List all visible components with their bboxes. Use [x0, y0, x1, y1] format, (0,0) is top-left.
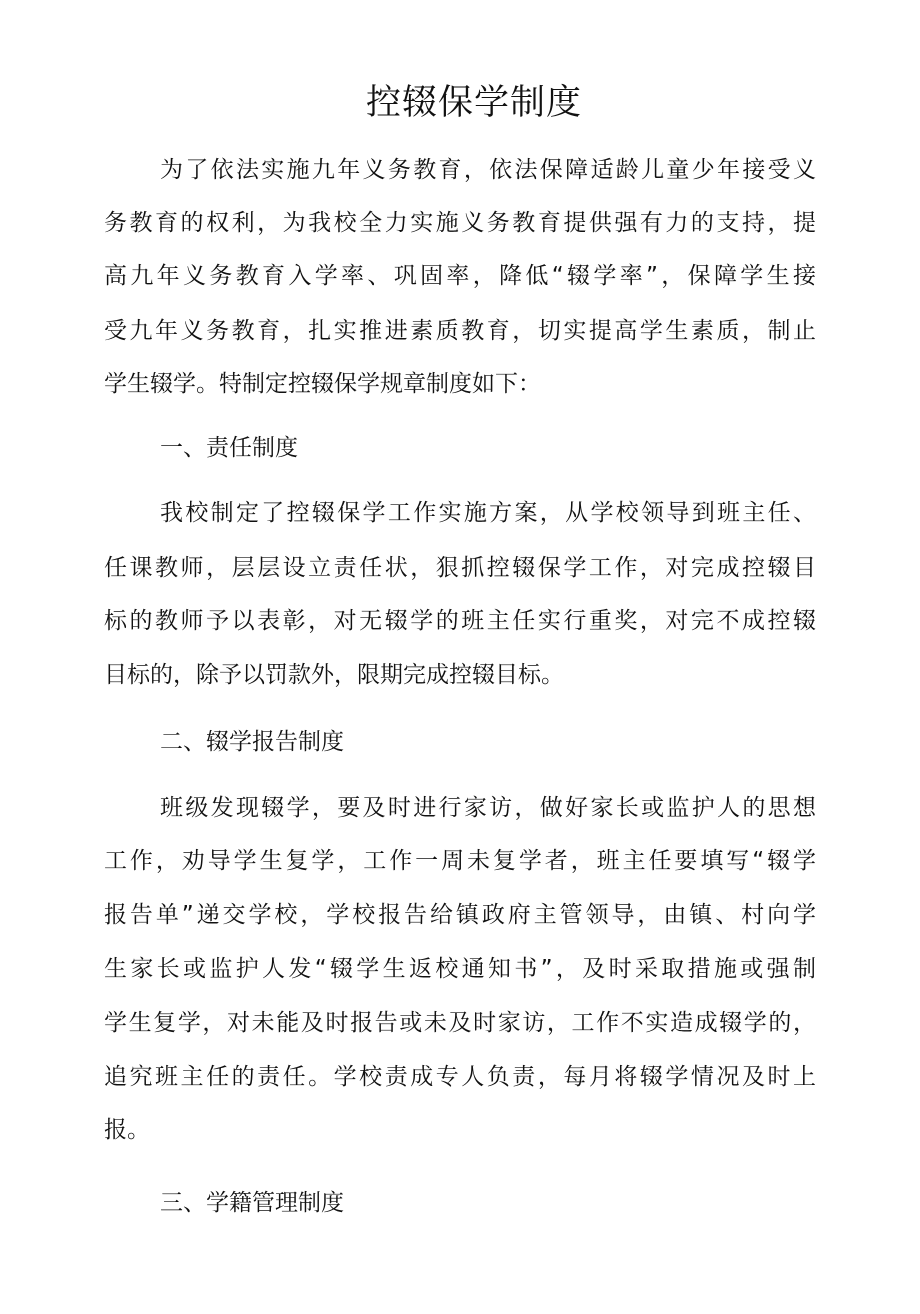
section-3-heading: 三、学籍管理制度 [160, 1190, 344, 1216]
section-2-line-6: 追究班主任的责任。学校责成专人负责，每月将辍学情况及时上 [104, 1064, 816, 1090]
section-2-line-7: 报。 [104, 1117, 150, 1143]
section-2-line-4: 生家长或监护人发“辍学生返校通知书”，及时采取措施或强制 [104, 956, 816, 982]
section-2-line-5: 学生复学，对未能及时报告或未及时家访，工作不实造成辍学的， [104, 1010, 816, 1036]
intro-line-1: 为了依法实施九年义务教育，依法保障适龄儿童少年接受义 [160, 157, 816, 183]
section-1-line-2: 任课教师，层层设立责任状，狠抓控辍保学工作，对完成控辍目 [104, 555, 816, 581]
section-1-line-4: 目标的，除予以罚款外，限期完成控辍目标。 [104, 662, 564, 688]
section-2-line-2: 工作，劝导学生复学，工作一周未复学者，班主任要填写“辍学 [104, 848, 816, 874]
section-1-heading: 一、责任制度 [160, 435, 298, 461]
intro-line-5: 学生辍学。特制定控辍保学规章制度如下： [104, 371, 541, 397]
intro-line-4: 受九年义务教育，扎实推进素质教育，切实提高学生素质，制止 [104, 318, 816, 344]
section-2-heading: 二、辍学报告制度 [160, 729, 344, 755]
section-2-line-3: 报告单”递交学校，学校报告给镇政府主管领导，由镇、村向学 [104, 902, 816, 928]
section-1-line-3: 标的教师予以表彰，对无辍学的班主任实行重奖，对完不成控辍 [104, 608, 816, 634]
document-title: 控辍保学制度 [365, 83, 582, 123]
intro-line-2: 务教育的权利，为我校全力实施义务教育提供强有力的支持，提 [104, 210, 816, 236]
intro-line-3: 高九年义务教育入学率、巩固率，降低“辍学率”，保障学生接 [104, 263, 816, 289]
section-1-line-1: 我校制定了控辍保学工作实施方案，从学校领导到班主任、 [160, 500, 816, 526]
section-2-line-1: 班级发现辍学，要及时进行家访，做好家长或监护人的思想 [160, 795, 816, 821]
